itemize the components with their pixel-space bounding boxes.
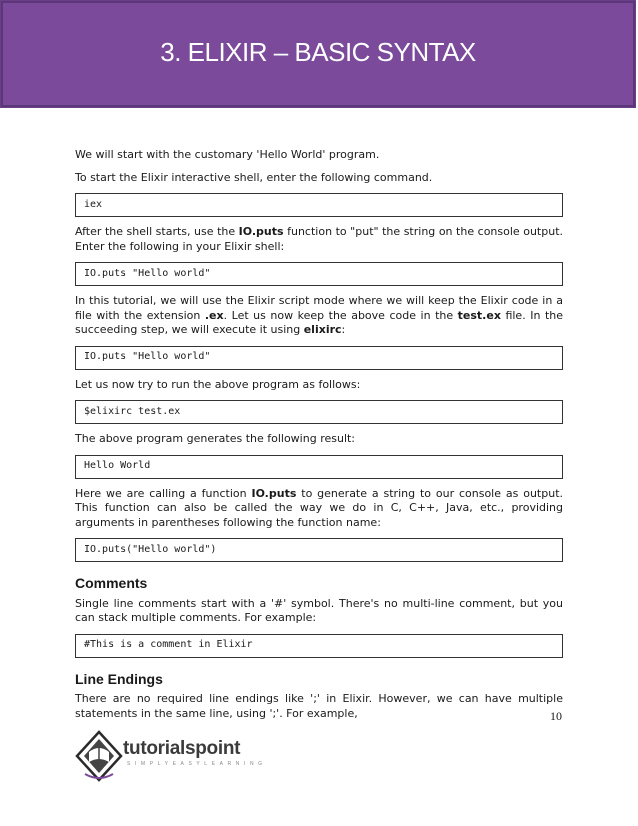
logo-tagline: SIMPLYEASYLEARNING (127, 761, 267, 767)
text-run: function to "put" the string on the console output. Enter the following in your Elixir shell: (75, 225, 564, 253)
text-run: file. In the succeeding step, we will execute it using (75, 308, 564, 336)
page-number: 10 (550, 709, 562, 723)
code-block-comment: #This is a comment in Elixir (75, 634, 563, 658)
section-heading-line-endings: Line Endings (75, 670, 163, 687)
paragraph-comments: Single line comments start with a '#' symbol. There's no multi-line comment, but you can stack multiple comments. For example: (75, 596, 563, 624)
bold-term: IO.puts (238, 225, 284, 238)
chapter-banner (0, 0, 636, 108)
logo-wordmark: tutorialspoint (123, 738, 241, 759)
text-run: In this tutorial, we will use the Elixir script mode where we will keep the Elixir code in a file with the extension (75, 294, 563, 322)
code-block-output: Hello World (75, 455, 563, 479)
paragraph-result: The above program generates the following result: (75, 432, 356, 445)
paragraph-io-puts (75, 225, 563, 254)
paragraph-function-call (75, 487, 563, 531)
code-block-hello-parens: IO.puts("Hello world") (75, 538, 563, 562)
bold-term: test.ex (457, 308, 501, 322)
chapter-title: 3. ELIXIR – BASIC SYNTAX (160, 37, 476, 67)
bold-term: elixirc (303, 323, 342, 336)
text-run: After the shell starts, use the (75, 225, 239, 238)
text-run: : (341, 323, 346, 336)
code-block-hello-1: IO.puts "Hello world" (75, 262, 563, 286)
text-run: to generate a string to our console as output. This function can also be called the way we do in C, C++, Java, etc., providing arguments in parentheses following the function name: (75, 486, 563, 529)
paragraph-script-mode (75, 294, 563, 338)
text-run: Here we are calling a function (75, 486, 252, 500)
section-heading-comments: Comments (75, 575, 148, 591)
code-block-iex: iex (75, 193, 563, 217)
bold-term: IO.puts (251, 486, 297, 500)
page-content (75, 148, 563, 721)
code-block-hello-2: IO.puts "Hello world" (75, 346, 563, 370)
code-block-elixirc: $elixirc test.ex (75, 400, 563, 424)
paragraph-line-endings: There are no required line endings like ';' in Elixir. However, we can have multiple statements in the same line, using ';'. For example, (75, 692, 563, 720)
paragraph-run: Let us now try to run the above program as follows: (75, 377, 361, 391)
paragraph-start-shell: To start the Elixir interactive shell, enter the following command. (75, 170, 433, 184)
text-run: . Let us now keep the above code in the (223, 308, 458, 322)
paragraph-intro: We will start with the customary 'Hello World' program. (75, 148, 380, 161)
logo-emblem-icon (75, 730, 123, 782)
tutorialspoint-logo (75, 726, 267, 784)
bold-term: .ex (204, 308, 224, 322)
